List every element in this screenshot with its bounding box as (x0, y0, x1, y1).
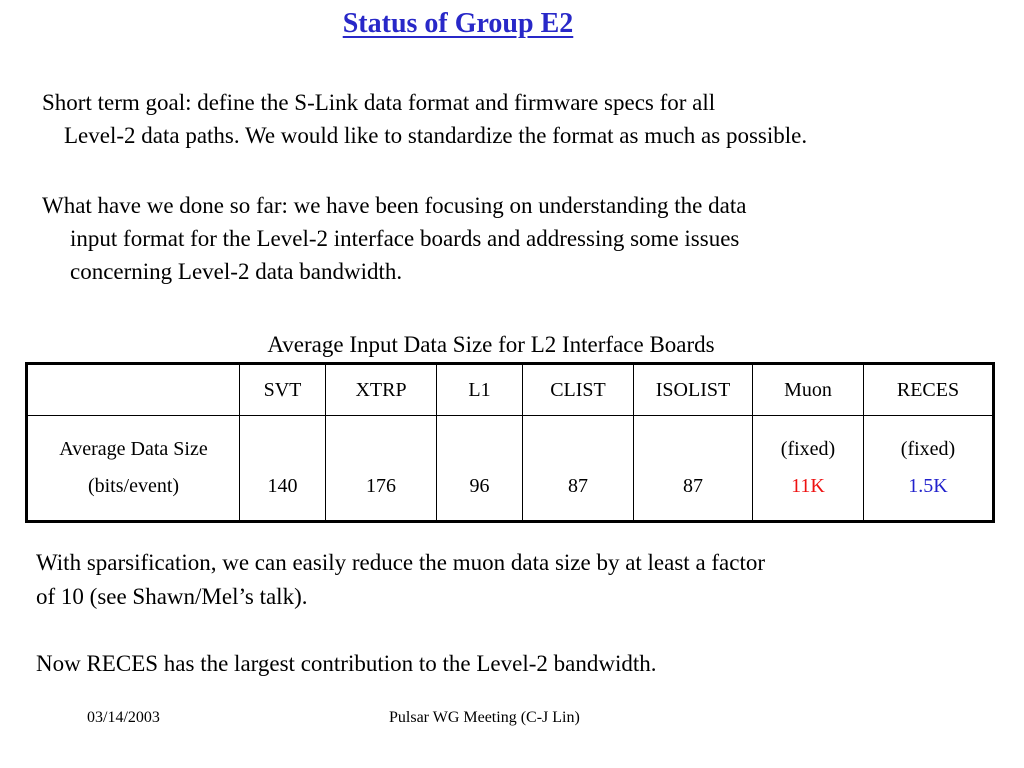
value-isolist: 87 (683, 475, 703, 497)
row-label-line-1: Average Data Size (59, 438, 208, 460)
data-size-table (25, 362, 995, 523)
header-muon: Muon (753, 364, 864, 416)
header-svt: SVT (240, 364, 326, 416)
header-xtrp: XTRP (326, 364, 437, 416)
cell-clist (523, 416, 634, 522)
muon-note: (fixed) (780, 438, 836, 460)
sparsification-line-1: With sparsification, we can easily reduce the muon data size by at least a factor (36, 550, 766, 575)
done-line-3: concerning Level-2 data bandwidth. (70, 259, 403, 284)
cell-l1 (437, 416, 523, 522)
cell-svt (240, 416, 326, 522)
done-line-1: What have we done so far: we have been focusing on understanding the data (42, 193, 747, 218)
done-line-2: input format for the Level-2 interface boards and addressing some issues (70, 226, 740, 251)
reces-note: (fixed) (900, 438, 956, 460)
cell-xtrp (326, 416, 437, 522)
value-xtrp: 176 (366, 475, 396, 497)
cell-reces (864, 416, 994, 522)
table-caption: Average Input Data Size for L2 Interface Boards (267, 332, 715, 357)
header-l1: L1 (437, 364, 523, 416)
cell-muon (753, 416, 864, 522)
value-muon: 11K (791, 475, 825, 497)
slide-title: Status of Group E2 (342, 8, 574, 39)
goal-line-1: Short term goal: define the S-Link data format and firmware specs for all (42, 90, 716, 115)
value-svt: 140 (267, 475, 298, 497)
table-row (27, 416, 994, 522)
footer-meeting: Pulsar WG Meeting (C-J Lin) (389, 709, 580, 726)
row-label-line-2: (bits/event) (87, 475, 180, 497)
reces-note-text: Now RECES has the largest contribution to the Level-2 bandwidth. (36, 651, 657, 676)
row-label (27, 416, 240, 522)
header-empty (27, 364, 240, 416)
header-clist: CLIST (523, 364, 634, 416)
header-reces: RECES (864, 364, 994, 416)
cell-isolist (634, 416, 753, 522)
value-reces: 1.5K (908, 475, 948, 497)
sparsification-line-2: of 10 (see Shawn/Mel’s talk). (36, 584, 308, 609)
table-header-row (27, 364, 994, 416)
header-isolist: ISOLIST (634, 364, 753, 416)
value-l1: 96 (469, 475, 490, 497)
value-clist: 87 (568, 475, 588, 497)
footer-date: 03/14/2003 (87, 709, 160, 726)
goal-line-2: Level-2 data paths. We would like to standardize the format as much as possible. (64, 123, 808, 148)
